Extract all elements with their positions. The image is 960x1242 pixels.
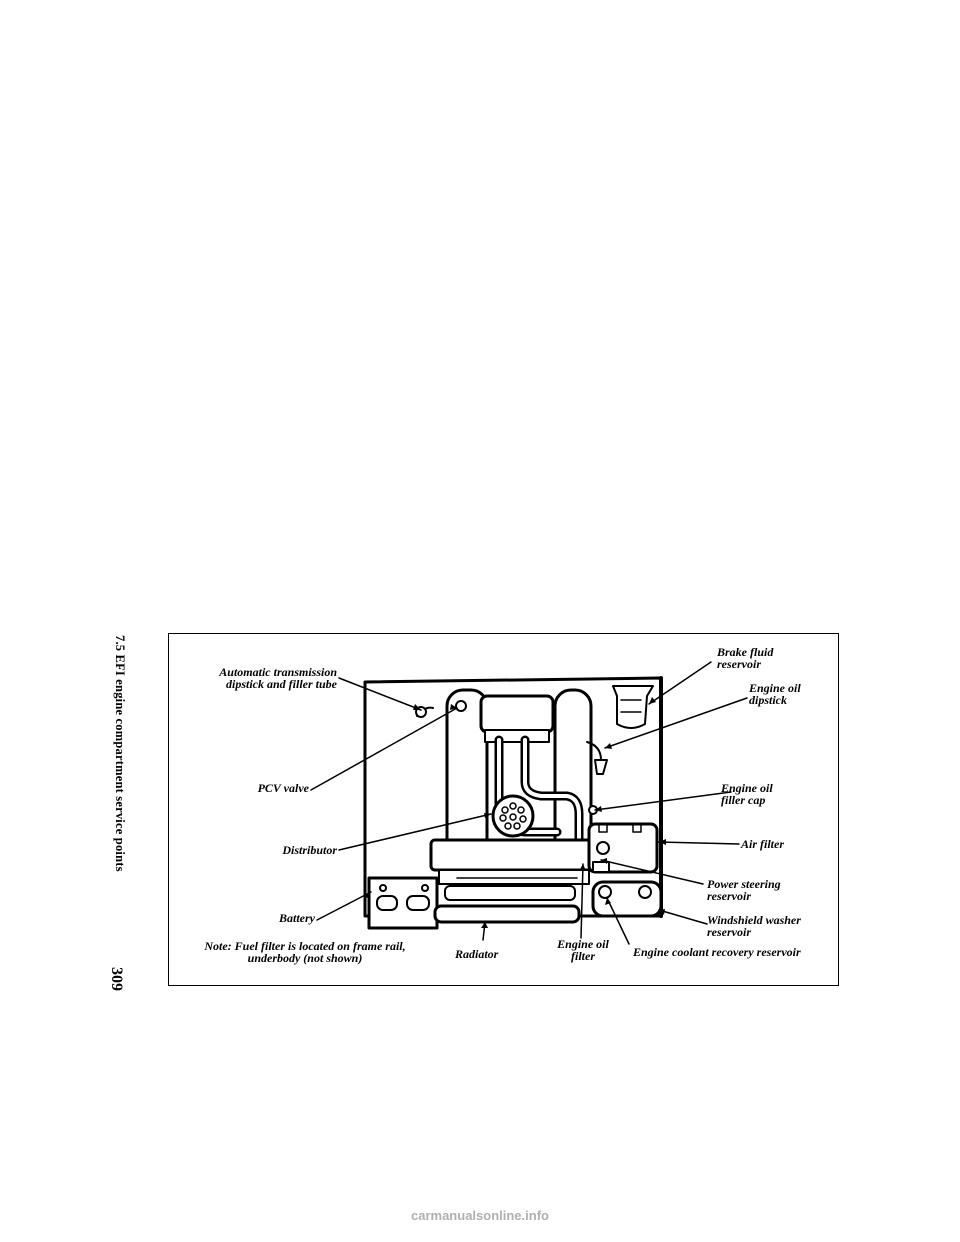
label-engine-oil-filter: Engine oil filter [557,937,609,963]
label-distributor: Distributor [282,843,337,857]
label-engine-oil-dipstick: Engine oil dipstick [749,681,801,707]
label-pcv-valve: PCV valve [257,781,309,795]
page-number: 309 [108,967,125,991]
label-power-steering-reservoir: Power steering reservoir [707,877,781,903]
label-battery: Battery [279,911,315,925]
label-engine-coolant-reservoir: Engine coolant recovery reservoir [633,945,801,959]
label-radiator: Radiator [455,947,499,961]
engine-compartment-figure [168,633,839,986]
radiator-shape [435,906,579,922]
label-windshield-washer-reservoir: Windshield washer reservoir [707,913,801,939]
distributor-cap [493,796,533,836]
label-fuel-filter-note: Note: Fuel filter is located on frame rail, underbody (not shown) [204,939,406,965]
label-atf-dipstick: Automatic transmission dipstick and filler tube [219,665,337,691]
section-title: 7.5 EFI engine compartment service points [113,635,127,872]
label-engine-oil-filler-cap: Engine oil filler cap [721,781,773,807]
intake-plenum [481,696,553,732]
watermark: carmanualsonline.info [411,1208,549,1223]
brake-reservoir-shape [613,686,653,728]
label-air-filter: Air filter [741,837,785,851]
label-brake-fluid-reservoir: Brake fluid reservoir [717,645,774,671]
